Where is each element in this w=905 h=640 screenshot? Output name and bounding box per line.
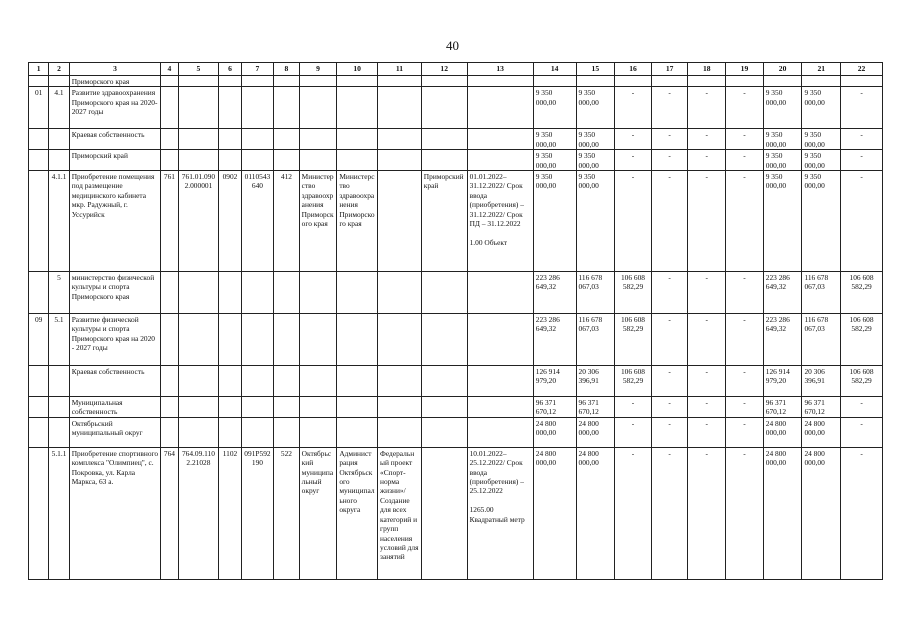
- column-header: 3: [69, 63, 161, 76]
- table-cell: 24 800 000,00: [533, 417, 576, 447]
- table-row: [29, 129, 883, 150]
- table-row: [29, 417, 883, 447]
- table-cell: [299, 366, 337, 397]
- table-cell: -: [651, 171, 688, 272]
- table-cell: 0902: [219, 171, 241, 272]
- table-cell: [337, 150, 378, 171]
- table-cell: [651, 76, 688, 87]
- table-cell: Развитие здравоохранения Приморского края на 2020-2027 годы: [69, 87, 161, 129]
- table-cell: [378, 87, 422, 129]
- table-cell: -: [726, 129, 764, 150]
- table-row: [29, 76, 883, 87]
- table-cell: [274, 129, 299, 150]
- table-cell: [241, 129, 274, 150]
- column-header: 5: [178, 63, 219, 76]
- table-cell: -: [688, 272, 726, 314]
- table-cell: 223 286 649,32: [763, 272, 802, 314]
- table-cell: [178, 129, 219, 150]
- table-cell: [219, 314, 241, 366]
- table-cell: [49, 76, 69, 87]
- table-cell: 20 306 396,91: [576, 366, 615, 397]
- column-header: 20: [763, 63, 802, 76]
- table-cell: [161, 417, 178, 447]
- table-cell: -: [688, 314, 726, 366]
- table-cell: 24 800 000,00: [533, 447, 576, 579]
- table-cell: [274, 76, 299, 87]
- table-cell: [378, 366, 422, 397]
- table-cell: [241, 87, 274, 129]
- table-cell: -: [615, 87, 652, 129]
- table-row: [29, 87, 883, 129]
- table-cell: [467, 397, 533, 418]
- table-cell: -: [726, 397, 764, 418]
- table-cell: [421, 447, 467, 579]
- table-cell: 01.01.2022–31.12.2022/ Срок ввода (приобретения) – 31.12.2022/ Срок ПД – 31.12.2022 1.00 Объект: [467, 171, 533, 272]
- table-cell: 9 350 000,00: [802, 171, 841, 272]
- table-cell: [178, 272, 219, 314]
- column-header: 12: [421, 63, 467, 76]
- table-cell: [337, 87, 378, 129]
- table-cell: 9 350 000,00: [533, 129, 576, 150]
- table-cell: 24 800 000,00: [802, 447, 841, 579]
- table-cell: Октябрьский муниципальный округ: [299, 447, 337, 579]
- table-cell: [161, 129, 178, 150]
- table-cell: 761.01.0902.000001: [178, 171, 219, 272]
- table-cell: [726, 76, 764, 87]
- table-cell: [241, 366, 274, 397]
- table-cell: Краевая собственность: [69, 129, 161, 150]
- table-cell: [178, 76, 219, 87]
- table-cell: 091P592190: [241, 447, 274, 579]
- table-cell: [421, 314, 467, 366]
- table-cell: [467, 417, 533, 447]
- table-cell: [219, 272, 241, 314]
- table-row: [29, 366, 883, 397]
- table-cell: [29, 272, 49, 314]
- table-cell: -: [688, 417, 726, 447]
- table-cell: Федеральный проект «Спорт-норма жизни»/Создание для всех категорий и групп населения условий для занятий: [378, 447, 422, 579]
- table-cell: 9 350 000,00: [533, 171, 576, 272]
- table-cell: [299, 314, 337, 366]
- table-cell: [29, 447, 49, 579]
- table-cell: [421, 417, 467, 447]
- table-cell: 9 350 000,00: [802, 129, 841, 150]
- table-cell: -: [841, 397, 883, 418]
- table-cell: -: [688, 87, 726, 129]
- table-cell: [49, 150, 69, 171]
- table-cell: -: [841, 447, 883, 579]
- table-cell: 96 371 670,12: [576, 397, 615, 418]
- table-cell: [467, 76, 533, 87]
- table-cell: 9 350 000,00: [802, 87, 841, 129]
- table-cell: [219, 417, 241, 447]
- table-cell: [161, 366, 178, 397]
- column-header: 21: [802, 63, 841, 76]
- table-cell: [274, 314, 299, 366]
- table-cell: -: [688, 447, 726, 579]
- table-cell: [467, 87, 533, 129]
- table-cell: [241, 272, 274, 314]
- table-cell: [576, 76, 615, 87]
- table-cell: [337, 129, 378, 150]
- table-cell: [299, 397, 337, 418]
- table-row: [29, 447, 883, 579]
- table-cell: 01: [29, 87, 49, 129]
- table-cell: 116 678 067,03: [802, 272, 841, 314]
- table-cell: 106 608 582,29: [841, 272, 883, 314]
- table-cell: 106 608 582,29: [841, 314, 883, 366]
- table-cell: -: [688, 129, 726, 150]
- table-cell: -: [615, 397, 652, 418]
- table-cell: -: [615, 171, 652, 272]
- table-cell: [161, 150, 178, 171]
- table-cell: [467, 272, 533, 314]
- table-row: [29, 272, 883, 314]
- table-cell: [178, 366, 219, 397]
- table-cell: Октябрьский муниципальный округ: [69, 417, 161, 447]
- table-cell: [337, 314, 378, 366]
- table-cell: 116 678 067,03: [576, 314, 615, 366]
- table-cell: -: [651, 272, 688, 314]
- table-cell: [219, 397, 241, 418]
- table-cell: [467, 129, 533, 150]
- table-cell: 09: [29, 314, 49, 366]
- table-cell: [421, 76, 467, 87]
- table-cell: [29, 129, 49, 150]
- table-cell: [378, 314, 422, 366]
- table-cell: [421, 150, 467, 171]
- table-cell: 764.09.1102.21028: [178, 447, 219, 579]
- table-cell: 96 371 670,12: [763, 397, 802, 418]
- column-header: 6: [219, 63, 241, 76]
- table-cell: -: [651, 314, 688, 366]
- table-cell: [274, 397, 299, 418]
- table-cell: [467, 366, 533, 397]
- table-cell: [49, 366, 69, 397]
- table-cell: 116 678 067,03: [576, 272, 615, 314]
- table-cell: -: [841, 87, 883, 129]
- table-cell: -: [651, 366, 688, 397]
- table-cell: [29, 76, 49, 87]
- table-cell: Приобретение спортивного комплекса "Олимпиец", с. Покровка, ул. Карла Маркса, 63 а.: [69, 447, 161, 579]
- table-cell: [161, 397, 178, 418]
- table-cell: 24 800 000,00: [576, 417, 615, 447]
- table-cell: 9 350 000,00: [763, 87, 802, 129]
- table-cell: [274, 87, 299, 129]
- table-cell: 4.1.1: [49, 171, 69, 272]
- table-cell: -: [841, 129, 883, 150]
- table-cell: [533, 76, 576, 87]
- table-cell: [299, 129, 337, 150]
- table-cell: 764: [161, 447, 178, 579]
- table-cell: [29, 397, 49, 418]
- table-cell: [337, 272, 378, 314]
- table-cell: -: [615, 150, 652, 171]
- table-cell: 5.1.1: [49, 447, 69, 579]
- table-cell: [763, 76, 802, 87]
- column-header: 7: [241, 63, 274, 76]
- table-cell: [337, 366, 378, 397]
- table-cell: 24 800 000,00: [576, 447, 615, 579]
- table-cell: [29, 417, 49, 447]
- table-cell: Приморский край: [421, 171, 467, 272]
- column-header: 22: [841, 63, 883, 76]
- table-cell: 126 914 979,20: [763, 366, 802, 397]
- table-cell: [161, 272, 178, 314]
- table-cell: [841, 76, 883, 87]
- table-cell: -: [651, 87, 688, 129]
- table-cell: [219, 87, 241, 129]
- table-cell: 24 800 000,00: [763, 447, 802, 579]
- table-cell: 20 306 396,91: [802, 366, 841, 397]
- table-cell: [421, 87, 467, 129]
- table-cell: 412: [274, 171, 299, 272]
- table-cell: [219, 129, 241, 150]
- table-row: [29, 397, 883, 418]
- table-cell: [241, 314, 274, 366]
- table-cell: -: [651, 447, 688, 579]
- table-cell: [421, 129, 467, 150]
- table-cell: [337, 417, 378, 447]
- table-cell: [378, 171, 422, 272]
- table-cell: 9 350 000,00: [576, 150, 615, 171]
- column-header: 18: [688, 63, 726, 76]
- table-cell: 9 350 000,00: [533, 87, 576, 129]
- table-cell: [274, 417, 299, 447]
- table-cell: 10.01.2022–25.12.2022/ Срок ввода (приобретения) – 25.12.2022 1265.00 Квадратный метр: [467, 447, 533, 579]
- table-cell: [49, 129, 69, 150]
- table-cell: [615, 76, 652, 87]
- table-cell: 24 800 000,00: [763, 417, 802, 447]
- table-cell: 9 350 000,00: [576, 129, 615, 150]
- column-header: 10: [337, 63, 378, 76]
- table-cell: 96 371 670,12: [533, 397, 576, 418]
- table-cell: [337, 76, 378, 87]
- table-cell: -: [726, 366, 764, 397]
- table-cell: [29, 171, 49, 272]
- table-cell: [241, 417, 274, 447]
- table-cell: 96 371 670,12: [802, 397, 841, 418]
- table-cell: [161, 76, 178, 87]
- table-cell: [299, 87, 337, 129]
- table-cell: -: [651, 150, 688, 171]
- table-row: [29, 171, 883, 272]
- table-cell: Приморского края: [69, 76, 161, 87]
- table-cell: [161, 314, 178, 366]
- table-cell: [378, 272, 422, 314]
- table-cell: [241, 397, 274, 418]
- table-cell: 9 350 000,00: [802, 150, 841, 171]
- table-cell: 106 608 582,29: [841, 366, 883, 397]
- table-cell: [378, 76, 422, 87]
- table-cell: -: [688, 366, 726, 397]
- table-cell: -: [726, 417, 764, 447]
- table-cell: Краевая собственность: [69, 366, 161, 397]
- table-cell: Администрация Октябрьского муниципального округа: [337, 447, 378, 579]
- table-cell: 9 350 000,00: [763, 171, 802, 272]
- table-cell: -: [726, 447, 764, 579]
- table-cell: [274, 150, 299, 171]
- table-cell: 4.1: [49, 87, 69, 129]
- table-cell: Министерство здравоохранения Приморского края: [299, 171, 337, 272]
- table-cell: Развитие физической культуры и спорта Приморского края на 2020 - 2027 годы: [69, 314, 161, 366]
- table-cell: -: [841, 417, 883, 447]
- table-cell: -: [726, 314, 764, 366]
- column-header: 9: [299, 63, 337, 76]
- column-header: 15: [576, 63, 615, 76]
- table-cell: 9 350 000,00: [763, 129, 802, 150]
- column-header: 1: [29, 63, 49, 76]
- table-cell: [299, 76, 337, 87]
- table-cell: [178, 397, 219, 418]
- table-cell: 9 350 000,00: [763, 150, 802, 171]
- table-cell: 761: [161, 171, 178, 272]
- table-cell: 9 350 000,00: [576, 87, 615, 129]
- table-cell: 223 286 649,32: [533, 272, 576, 314]
- column-header: 4: [161, 63, 178, 76]
- table-cell: [219, 366, 241, 397]
- column-header: 2: [49, 63, 69, 76]
- table-cell: министерство физической культуры и спорта Приморского края: [69, 272, 161, 314]
- column-header: 16: [615, 63, 652, 76]
- page-number: 40: [446, 38, 459, 53]
- table-cell: [688, 76, 726, 87]
- table-cell: [178, 87, 219, 129]
- column-header: 19: [726, 63, 764, 76]
- table-cell: [467, 150, 533, 171]
- column-header: 13: [467, 63, 533, 76]
- table-cell: 106 608 582,29: [615, 366, 652, 397]
- table-cell: [241, 150, 274, 171]
- table-cell: 5: [49, 272, 69, 314]
- table-cell: [378, 150, 422, 171]
- table-cell: 24 800 000,00: [802, 417, 841, 447]
- table-cell: -: [615, 129, 652, 150]
- table-cell: [378, 417, 422, 447]
- table-cell: -: [615, 447, 652, 579]
- table-cell: Муниципальная собственность: [69, 397, 161, 418]
- table-cell: 1102: [219, 447, 241, 579]
- table-cell: [337, 397, 378, 418]
- table-cell: [49, 417, 69, 447]
- table-cell: [241, 76, 274, 87]
- table-body: [29, 63, 883, 580]
- table-cell: [178, 150, 219, 171]
- table-cell: -: [726, 171, 764, 272]
- table-cell: Приобретение помещения под размещение медицинского кабинета мкр. Радужный, г. Уссурийск: [69, 171, 161, 272]
- table-cell: [29, 150, 49, 171]
- table-cell: Приморский край: [69, 150, 161, 171]
- table-cell: [299, 150, 337, 171]
- table-cell: [378, 129, 422, 150]
- table-cell: Министерство здравоохранения Приморского края: [337, 171, 378, 272]
- column-header: 8: [274, 63, 299, 76]
- table-cell: -: [726, 272, 764, 314]
- table-cell: -: [688, 171, 726, 272]
- table-cell: 126 914 979,20: [533, 366, 576, 397]
- table-cell: [178, 314, 219, 366]
- table-cell: -: [688, 397, 726, 418]
- table-cell: -: [841, 171, 883, 272]
- table-cell: -: [688, 150, 726, 171]
- table-cell: [378, 397, 422, 418]
- table-cell: -: [726, 150, 764, 171]
- table-cell: [421, 397, 467, 418]
- column-header: 11: [378, 63, 422, 76]
- table-cell: [299, 417, 337, 447]
- table-cell: 106 608 582,29: [615, 272, 652, 314]
- table-cell: [161, 87, 178, 129]
- column-header: 14: [533, 63, 576, 76]
- table-cell: 5.1: [49, 314, 69, 366]
- table-cell: [274, 272, 299, 314]
- table-cell: -: [726, 87, 764, 129]
- table-cell: -: [651, 397, 688, 418]
- table-cell: [178, 417, 219, 447]
- table-cell: 116 678 067,03: [802, 314, 841, 366]
- column-header: 17: [651, 63, 688, 76]
- table-cell: [49, 397, 69, 418]
- table-row: [29, 314, 883, 366]
- table-cell: [421, 272, 467, 314]
- table-cell: [29, 366, 49, 397]
- table-cell: 9 350 000,00: [576, 171, 615, 272]
- table-cell: 223 286 649,32: [763, 314, 802, 366]
- table-cell: 9 350 000,00: [533, 150, 576, 171]
- table-cell: [421, 366, 467, 397]
- table-cell: -: [615, 417, 652, 447]
- table-cell: 522: [274, 447, 299, 579]
- table-cell: 0110543640: [241, 171, 274, 272]
- table-cell: [219, 76, 241, 87]
- table-cell: [467, 314, 533, 366]
- table-cell: [274, 366, 299, 397]
- table-cell: [299, 272, 337, 314]
- table-cell: [802, 76, 841, 87]
- table-cell: [219, 150, 241, 171]
- header-row: [29, 63, 883, 76]
- budget-table: [28, 62, 883, 580]
- table-cell: -: [841, 150, 883, 171]
- table-row: [29, 150, 883, 171]
- table-cell: 106 608 582,29: [615, 314, 652, 366]
- table-cell: -: [651, 417, 688, 447]
- table-cell: -: [651, 129, 688, 150]
- table-cell: 223 286 649,32: [533, 314, 576, 366]
